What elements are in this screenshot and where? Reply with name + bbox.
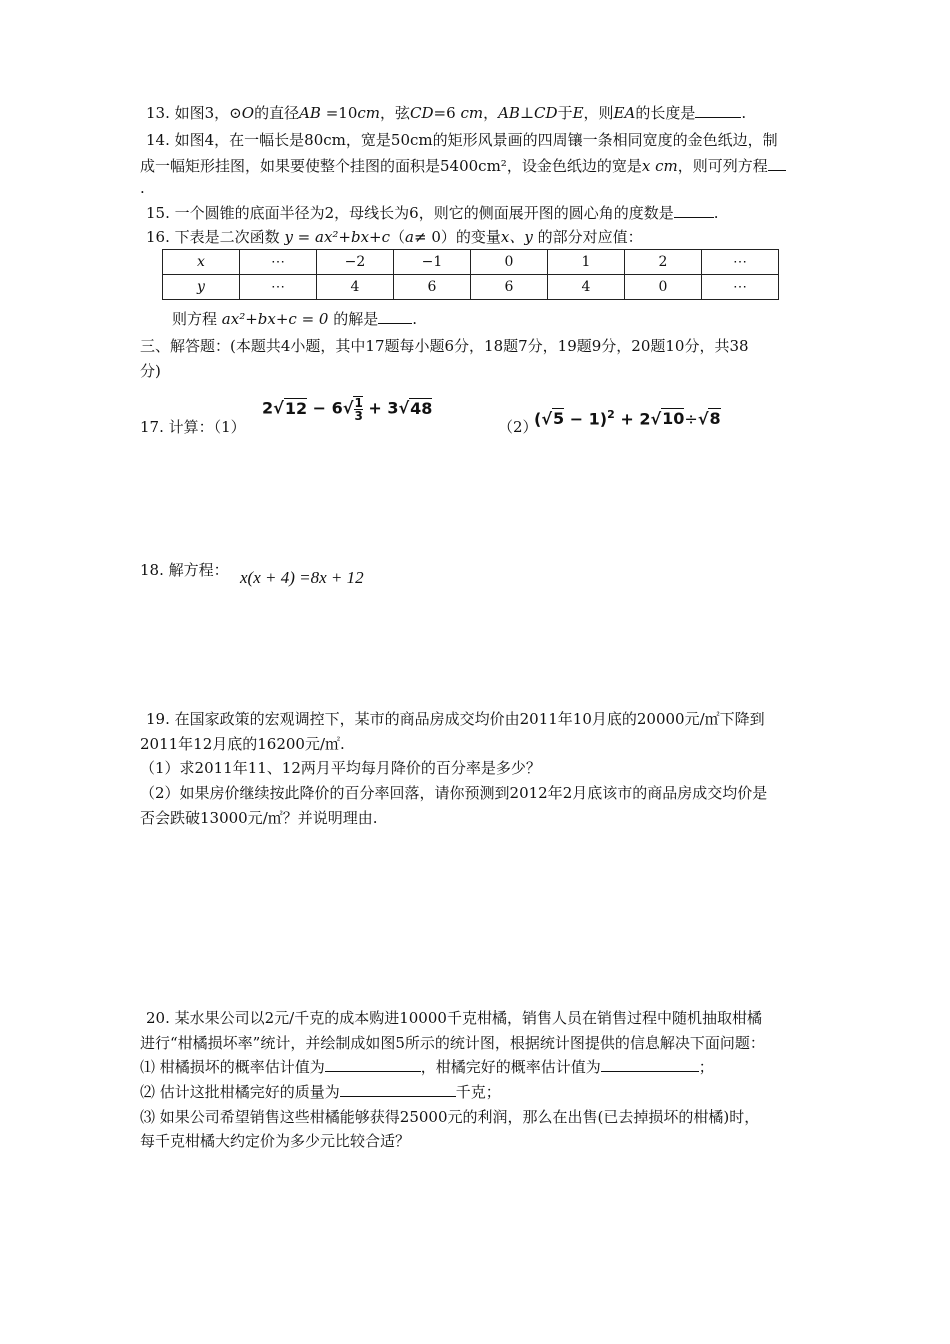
table-cell: 1	[548, 250, 625, 275]
table-cell: ⋯	[240, 275, 317, 300]
question-19-line2: 2011年12月底的16200元/㎡.	[140, 735, 345, 753]
q17-expression-2: $(√5 - 1)^2 + 2√10\div√8$	[534, 408, 721, 429]
value-table	[162, 249, 779, 300]
answer-blank[interactable]	[340, 1082, 456, 1097]
q17-expression-1: 2√12 − 6√ $\frac{1}{3}$ + 3√48	[262, 396, 433, 423]
table-cell: ⋯	[702, 250, 779, 275]
answer-blank[interactable]	[378, 309, 412, 324]
question-19-line1: 19. 在国家政策的宏观调控下，某市的商品房成交均价由2011年10月底的20000元/㎡下降到	[146, 710, 765, 728]
question-16-ask: 则方程 ax²+bx+c = 0 的解是 .	[172, 310, 418, 328]
question-20-line2: 进行“柑橘损坏率”统计，并绘制成如图5所示的统计图，根据统计图提供的信息解决下面问题：	[140, 1034, 765, 1052]
table-cell: −2	[317, 250, 394, 275]
answer-blank[interactable]	[674, 203, 714, 218]
question-17-label: 17. 计算：（1）	[140, 418, 246, 436]
table-cell: 4	[548, 275, 625, 300]
table-cell: 6	[394, 275, 471, 300]
question-20-line1: 20. 某水果公司以2元/千克的成本购进10000千克柑橘，销售人员在销售过程中随机抽取柑橘	[146, 1009, 762, 1027]
table-cell: ⋯	[702, 275, 779, 300]
table-cell: 0	[625, 275, 702, 300]
question-15: 15. 一个圆锥的底面半径为2，母线长为6，则它的侧面展开图的圆心角的度数是 .	[146, 204, 719, 222]
answer-blank[interactable]	[768, 156, 786, 171]
question-14-line1: 14. 如图4，在一幅长是80cm，宽是50cm的矩形风景画的四周镶一条相同宽度的金色纸边，制	[146, 131, 778, 149]
question-16: 16. 下表是二次函数 y = ax²+bx+c（a≠ 0）的变量x、y 的部分对应值：	[146, 228, 643, 246]
table-cell: 2	[625, 250, 702, 275]
question-20-part1: ⑴ 柑橘损坏的概率估计值为 ，柑橘完好的概率估计值为 ；	[140, 1058, 714, 1076]
question-14-line3: .	[140, 179, 145, 197]
table-row-x	[163, 250, 779, 275]
question-13: 13. 如图3，⊙O的直径AB =10cm，弦CD=6 cm，AB⊥CD于E，则EA的长度是 .	[146, 104, 747, 122]
table-cell: y	[163, 275, 240, 300]
question-20-part3-line2: 每千克柑橘大约定价为多少元比较合适？	[140, 1132, 411, 1150]
question-19-part1: （1）求2011年11、12两月平均每月降价的百分率是多少？	[140, 759, 541, 777]
table-cell: x	[163, 250, 240, 275]
table-cell: −1	[394, 250, 471, 275]
answer-blank[interactable]	[325, 1057, 421, 1072]
section-3-heading: 三、解答题：(本题共4小题，其中17题每小题6分，18题7分，19题9分，20题10分，共38	[140, 337, 749, 355]
question-14-line2: 成一幅矩形挂图，如果要使整个挂图的面积是5400cm²，设金色纸边的宽是x cm，则可列方程	[140, 156, 786, 176]
question-20-part3-line1: ⑶ 如果公司希望销售这些柑橘能够获得25000元的利润，那么在出售(已去掉损坏的柑橘)时，	[140, 1108, 760, 1126]
table-cell: 0	[471, 250, 548, 275]
question-20-part2: ⑵ 估计这批柑橘完好的质量为 千克；	[140, 1083, 501, 1101]
question-18-label: 18. 解方程：	[140, 561, 229, 579]
question-17-label-2: （2）	[498, 418, 538, 436]
section-3-heading-cont: 分)	[140, 362, 161, 380]
table-cell: 4	[317, 275, 394, 300]
answer-blank[interactable]	[695, 103, 741, 118]
question-19-part2-line1: （2）如果房价继续按此降价的百分率回落，请你预测到2012年2月底该市的商品房成交均价是	[140, 784, 768, 802]
q18-equation: x(x + 4) =8x + 12	[240, 568, 364, 587]
table-cell: ⋯	[240, 250, 317, 275]
question-19-part2-line2: 否会跌破13000元/㎡？并说明理由.	[140, 809, 378, 827]
answer-blank[interactable]	[601, 1057, 699, 1072]
table-row-y	[163, 275, 779, 300]
table-cell: 6	[471, 275, 548, 300]
